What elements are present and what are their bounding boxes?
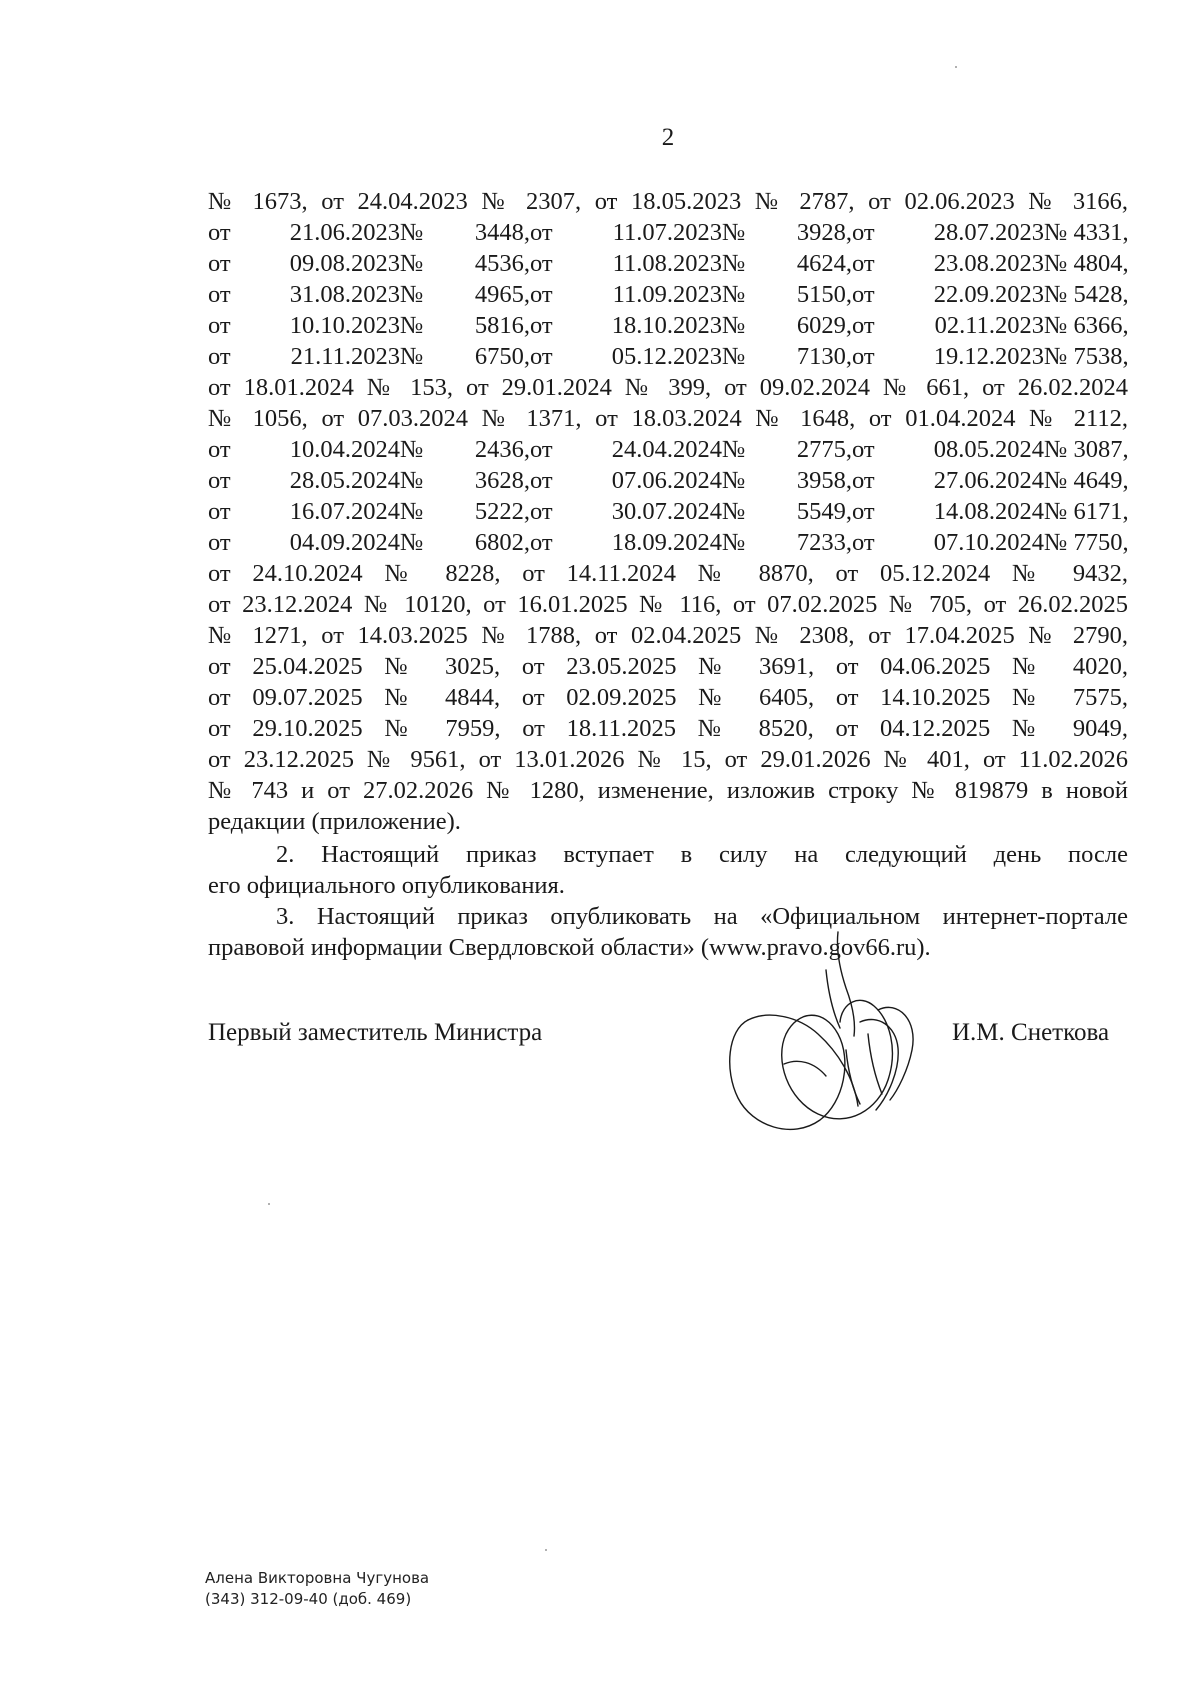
text-line: от 23.12.2025 № 9561, от 13.01.2026 № 15, от 29.01.2026 № 401, от 11.02.2026	[208, 746, 1128, 773]
text-line: № 1271, от 14.03.2025 № 1788, от 02.04.2025 № 2308, от 17.04.2025 № 2790,	[208, 622, 1128, 649]
item1-text	[208, 186, 1128, 837]
date-cell: от 21.06.2023	[208, 219, 400, 246]
text-line: от 24.10.2024 № 8228, от 14.11.2024 № 8870, от 05.12.2024 № 9432,	[208, 560, 1128, 587]
number-cell: № 4624,	[722, 250, 852, 277]
number-cell: № 4536,	[400, 250, 530, 277]
date-cell: от 04.09.2024	[208, 529, 400, 556]
text-line	[208, 465, 1128, 496]
text-line	[208, 434, 1128, 465]
scan-speck	[955, 66, 957, 68]
text-line-last: редакции (приложение).	[208, 808, 461, 835]
date-cell: от 14.08.2024	[852, 498, 1044, 525]
number-cell: № 3087,	[1044, 436, 1129, 463]
handwritten-signature	[728, 930, 928, 1140]
number-cell: № 3958,	[722, 467, 852, 494]
text-line: № 743 и от 27.02.2026 № 1280, изменение, изложив строку № 819879 в новой	[208, 777, 1128, 804]
date-cell: от 18.10.2023	[530, 312, 722, 339]
date-cell: от 28.05.2024	[208, 467, 400, 494]
date-cell: от 07.06.2024	[530, 467, 722, 494]
date-cell: от 31.08.2023	[208, 281, 400, 308]
date-cell: от 21.11.2023	[208, 343, 400, 370]
number-cell: № 3628,	[400, 467, 530, 494]
text-line: от 18.01.2024 № 153, от 29.01.2024 № 399, от 09.02.2024 № 661, от 26.02.2024	[208, 374, 1128, 401]
executor-name: Алена Викторовна Чугунова	[205, 1569, 430, 1587]
number-cell: № 6366,	[1044, 312, 1129, 339]
date-cell: от 02.11.2023	[852, 312, 1044, 339]
executor-block	[205, 1568, 429, 1610]
date-cell: от 24.04.2024	[530, 436, 722, 463]
scan-speck	[545, 1549, 547, 1551]
date-cell: от 11.09.2023	[530, 281, 722, 308]
date-cell: от 09.08.2023	[208, 250, 400, 277]
date-cell: от 10.04.2024	[208, 436, 400, 463]
date-cell: от 30.07.2024	[530, 498, 722, 525]
text-line	[208, 527, 1128, 558]
text-line	[208, 248, 1128, 279]
signatory-name: И.М. Снеткова	[952, 1019, 1110, 1046]
number-cell: № 5549,	[722, 498, 852, 525]
text-line: от 23.12.2024 № 10120, от 16.01.2025 № 116, от 07.02.2025 № 705, от 26.02.2025	[208, 591, 1128, 618]
item3-first-line: 3. Настоящий приказ опубликовать на «Официальном интернет-портале	[276, 903, 1128, 930]
date-cell: от 27.06.2024	[852, 467, 1044, 494]
number-cell: № 6029,	[722, 312, 852, 339]
item2-first-line: 2. Настоящий приказ вступает в силу на следующий день после	[276, 841, 1128, 868]
number-cell: № 4804,	[1044, 250, 1129, 277]
text-line: от 25.04.2025 № 3025, от 23.05.2025 № 3691, от 04.06.2025 № 4020,	[208, 653, 1128, 680]
date-cell: от 10.10.2023	[208, 312, 400, 339]
number-cell: № 7130,	[722, 343, 852, 370]
number-cell: № 5222,	[400, 498, 530, 525]
number-cell: № 3928,	[722, 219, 852, 246]
date-cell: от 18.09.2024	[530, 529, 722, 556]
item3-paragraph	[208, 901, 1128, 963]
date-cell: от 05.12.2023	[530, 343, 722, 370]
text-line	[208, 279, 1128, 310]
number-cell: № 2436,	[400, 436, 530, 463]
number-cell: № 5816,	[400, 312, 530, 339]
text-line: от 09.07.2025 № 4844, от 02.09.2025 № 6405, от 14.10.2025 № 7575,	[208, 684, 1128, 711]
date-cell: от 16.07.2024	[208, 498, 400, 525]
number-cell: № 6802,	[400, 529, 530, 556]
item2-paragraph	[208, 839, 1128, 901]
date-cell: от 08.05.2024	[852, 436, 1044, 463]
text-line	[208, 310, 1128, 341]
number-cell: № 4331,	[1044, 219, 1129, 246]
number-cell: № 7750,	[1044, 529, 1129, 556]
date-cell: от 19.12.2023	[852, 343, 1044, 370]
text-line: № 1056, от 07.03.2024 № 1371, от 18.03.2024 № 1648, от 01.04.2024 № 2112,	[208, 405, 1128, 432]
text-line	[208, 496, 1128, 527]
executor-phone: (343) 312-09-40 (доб. 469)	[205, 1590, 412, 1608]
text-line	[208, 341, 1128, 372]
number-cell: № 2775,	[722, 436, 852, 463]
number-cell: № 6750,	[400, 343, 530, 370]
date-cell: от 28.07.2023	[852, 219, 1044, 246]
text-line	[208, 217, 1128, 248]
item3-rest: правовой информации Свердловской области» (www.pravo.gov66.ru).	[208, 934, 931, 961]
date-cell: от 11.07.2023	[530, 219, 722, 246]
number-cell: № 3448,	[400, 219, 530, 246]
number-cell: № 7538,	[1044, 343, 1129, 370]
number-cell: № 4649,	[1044, 467, 1129, 494]
text-line: от 29.10.2025 № 7959, от 18.11.2025 № 8520, от 04.12.2025 № 9049,	[208, 715, 1128, 742]
item2-rest: его официального опубликования.	[208, 872, 565, 899]
date-cell: от 07.10.2024	[852, 529, 1044, 556]
number-cell: № 5150,	[722, 281, 852, 308]
page-number: 2	[661, 124, 675, 151]
date-cell: от 11.08.2023	[530, 250, 722, 277]
number-cell: № 6171,	[1044, 498, 1129, 525]
number-cell: № 4965,	[400, 281, 530, 308]
scan-speck	[268, 1203, 270, 1205]
text-line: № 1673, от 24.04.2023 № 2307, от 18.05.2023 № 2787, от 02.06.2023 № 3166,	[208, 188, 1128, 215]
date-cell: от 23.08.2023	[852, 250, 1044, 277]
signatory-title: Первый заместитель Министра	[208, 1019, 543, 1046]
number-cell: № 7233,	[722, 529, 852, 556]
date-cell: от 22.09.2023	[852, 281, 1044, 308]
number-cell: № 5428,	[1044, 281, 1129, 308]
